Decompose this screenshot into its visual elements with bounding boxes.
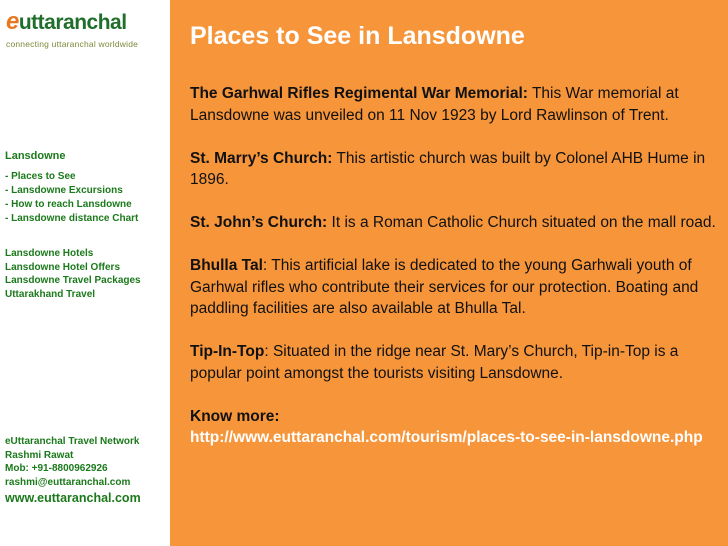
sidebar-section-title[interactable]: Lansdowne <box>5 150 66 162</box>
contact-name: Rashmi Rawat <box>5 449 74 461</box>
place-item-st-johns-church <box>190 212 718 234</box>
sidebar-sub-links <box>5 170 138 226</box>
sidebar-link-places-to-see[interactable]: - Places to See <box>5 171 76 182</box>
places-list <box>190 83 718 449</box>
place-heading: St. Marry’s Church: <box>190 149 333 167</box>
place-item-st-marrys-church <box>190 148 718 191</box>
page-title: Places to See in Lansdowne <box>190 22 525 50</box>
place-text: : Situated in the ridge near St. Mary’s Church, Tip-in-Top is a popular point amongst the tourists visiting Lansdowne. <box>190 343 679 382</box>
contact-website[interactable]: www.euttaranchal.com <box>5 491 141 505</box>
euttaranchal-logo[interactable] <box>6 10 166 56</box>
place-item-tip-in-top <box>190 341 718 384</box>
contact-mobile: Mob: +91-8800962926 <box>5 463 108 474</box>
sidebar-link-excursions[interactable]: - Lansdowne Excursions <box>5 185 123 196</box>
place-text: : This artificial lake is dedicated to the young Garhwali youth of Garhwal rifles who contribute their services for our protection. Boating and paddling facilities are also available at Bhulla Tal. <box>190 257 699 317</box>
sidebar-link-hotels[interactable]: Lansdowne Hotels <box>5 248 94 259</box>
place-item-bhulla-tal <box>190 255 718 320</box>
place-text: This artistic church was built by Colonel AHB Hume in 1896. <box>190 149 706 188</box>
sidebar-link-hotel-offers[interactable]: Lansdowne Hotel Offers <box>5 261 121 273</box>
place-item-war-memorial <box>190 83 718 126</box>
sidebar-hotel-links <box>5 247 141 301</box>
sidebar-link-how-to-reach[interactable]: - How to reach Lansdowne <box>5 199 132 210</box>
place-heading: Tip-In-Top <box>190 343 265 360</box>
logo-wordmark <box>6 10 166 35</box>
logo-e: e <box>6 8 19 35</box>
sidebar-link-uttarakhand-travel[interactable]: Uttarakhand Travel <box>5 288 96 300</box>
sidebar-link-distance-chart[interactable]: - Lansdowne distance Chart <box>5 213 139 224</box>
main-panel <box>170 0 728 546</box>
contact-network: eUttaranchal Travel Network <box>5 436 140 447</box>
contact-block <box>5 435 141 507</box>
logo-brand-text: uttaranchal <box>18 11 127 34</box>
logo-tagline: connecting uttaranchal worldwide <box>6 39 139 49</box>
contact-email[interactable]: rashmi@euttaranchal.com <box>5 476 131 488</box>
know-more-label: Know more: <box>190 407 280 425</box>
know-more <box>190 406 718 449</box>
place-text: This War memorial at Lansdowne was unveiled on 11 Nov 1923 by Lord Rawlinson of Trent. <box>190 85 679 124</box>
sidebar-link-travel-packages[interactable]: Lansdowne Travel Packages <box>5 275 141 286</box>
place-text: It is a Roman Catholic Church situated on the mall road. <box>327 214 716 231</box>
place-heading: The Garhwal Rifles Regimental War Memorial: <box>190 85 528 102</box>
sidebar <box>0 0 170 546</box>
place-heading: Bhulla Tal <box>190 257 263 274</box>
place-heading: St. John’s Church: <box>190 214 328 231</box>
know-more-link[interactable]: http://www.euttaranchal.com/tourism/places-to-see-in-lansdowne.php <box>190 429 703 446</box>
